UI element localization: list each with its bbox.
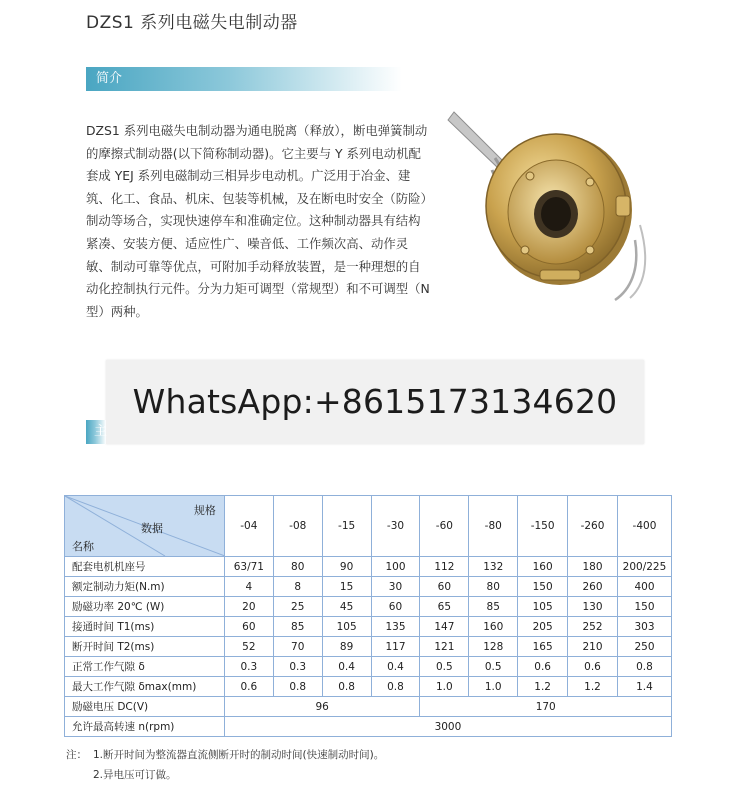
col-head: -80 <box>469 496 518 557</box>
col-head: -15 <box>322 496 371 557</box>
brake-product-image <box>440 100 660 310</box>
spec-cell: 0.5 <box>469 657 518 677</box>
spec-cell: 210 <box>568 637 618 657</box>
whatsapp-watermark <box>106 360 644 444</box>
col-head: -30 <box>371 496 420 557</box>
row-name: 额定制动力矩(N.m) <box>65 577 225 597</box>
spec-cell: 105 <box>322 617 371 637</box>
notes <box>66 745 384 785</box>
spec-cell: 200/225 <box>617 557 671 577</box>
voltage-value-a: 96 <box>224 697 420 717</box>
spec-cell: 85 <box>273 617 322 637</box>
spec-cell: 0.8 <box>617 657 671 677</box>
spec-cell: 60 <box>420 577 469 597</box>
spec-row <box>65 617 672 637</box>
spec-cell: 1.2 <box>518 677 568 697</box>
spec-cell: 25 <box>273 597 322 617</box>
spec-cell: 0.6 <box>224 677 273 697</box>
spec-cell: 63/71 <box>224 557 273 577</box>
specs-heading: 主 <box>94 424 108 439</box>
specs-heading-bar <box>86 420 106 444</box>
spec-body <box>65 557 672 697</box>
spec-cell: 117 <box>371 637 420 657</box>
note-row <box>66 745 384 765</box>
spec-cell: 89 <box>322 637 371 657</box>
header-spec-label: 规格 <box>193 504 216 517</box>
spec-cell: 260 <box>568 577 618 597</box>
whatsapp-text: WhatsApp:+8615173134620 <box>132 382 618 421</box>
speed-row <box>65 717 672 737</box>
spec-cell: 0.6 <box>568 657 618 677</box>
spec-cell: 1.4 <box>617 677 671 697</box>
spec-cell: 70 <box>273 637 322 657</box>
col-head: -04 <box>224 496 273 557</box>
spec-cell: 147 <box>420 617 469 637</box>
spec-cell: 30 <box>371 577 420 597</box>
spec-cell: 100 <box>371 557 420 577</box>
spec-cell: 60 <box>224 617 273 637</box>
spec-cell: 400 <box>617 577 671 597</box>
spec-cell: 105 <box>518 597 568 617</box>
spec-cell: 15 <box>322 577 371 597</box>
spec-cell: 80 <box>273 557 322 577</box>
spec-header-corner <box>65 496 225 557</box>
spec-cell: 132 <box>469 557 518 577</box>
spec-cell: 52 <box>224 637 273 657</box>
spec-cell: 20 <box>224 597 273 617</box>
spec-cell: 150 <box>518 577 568 597</box>
row-name: 接通时间 T1(ms) <box>65 617 225 637</box>
note-row <box>66 765 384 785</box>
notes-label: 注： <box>66 749 87 761</box>
spec-cell: 1.2 <box>568 677 618 697</box>
col-head: -08 <box>273 496 322 557</box>
spec-cell: 150 <box>617 597 671 617</box>
spec-cell: 85 <box>469 597 518 617</box>
voltage-value-b: 170 <box>420 697 672 717</box>
spec-cell: 4 <box>224 577 273 597</box>
row-name: 正常工作气隙 δ <box>65 657 225 677</box>
spec-header-row <box>65 496 672 557</box>
speed-value: 3000 <box>224 717 671 737</box>
spec-cell: 303 <box>617 617 671 637</box>
spec-cell: 80 <box>469 577 518 597</box>
spec-cell: 0.3 <box>224 657 273 677</box>
spec-cell: 0.8 <box>371 677 420 697</box>
spec-cell: 160 <box>469 617 518 637</box>
spec-cell: 65 <box>420 597 469 617</box>
col-head: -150 <box>518 496 568 557</box>
spec-cell: 45 <box>322 597 371 617</box>
page-title: DZS1 系列电磁失电制动器 <box>86 13 298 33</box>
spec-row <box>65 577 672 597</box>
note-item: 1.断开时间为整流器直流侧断开时的制动时间(快速制动时间)。 <box>93 749 385 761</box>
row-name: 配套电机机座号 <box>65 557 225 577</box>
spec-cell: 112 <box>420 557 469 577</box>
row-name: 励磁电压 DC(V) <box>65 697 225 717</box>
spec-cell: 0.5 <box>420 657 469 677</box>
voltage-row <box>65 697 672 717</box>
spec-cell: 0.8 <box>273 677 322 697</box>
spec-row <box>65 637 672 657</box>
spec-cell: 250 <box>617 637 671 657</box>
spec-cell: 160 <box>518 557 568 577</box>
col-head: -400 <box>617 496 671 557</box>
spec-cell: 1.0 <box>420 677 469 697</box>
row-name: 断开时间 T2(ms) <box>65 637 225 657</box>
spec-row <box>65 597 672 617</box>
spec-cell: 128 <box>469 637 518 657</box>
spec-cell: 60 <box>371 597 420 617</box>
intro-paragraph: DZS1 系列电磁失电制动器为通电脱离（释放），断电弹簧制动的摩擦式制动器(以下简称制动器)。它主要与 Y 系列电动机配套成 YEJ 系列电磁制动三相异步电动机。广泛用于冶金、建筑、化工、食品、机床、包装等机械，及在断电时安全（防险）制动等场合，实现快速停车和准确定位。这种制动器具有结构紧凑、安装方便、适应性广、噪音低、工作频次高、动作灵敏、制动可靠等优点，可附加手动释放装置，是一种理想的自动化控制执行元件。分为力矩可调型（常规型）和不可调型（N 型）两种。 <box>86 123 430 319</box>
spec-cell: 135 <box>371 617 420 637</box>
spec-cell: 1.0 <box>469 677 518 697</box>
spec-cell: 130 <box>568 597 618 617</box>
spec-cell: 205 <box>518 617 568 637</box>
spec-cell: 0.4 <box>322 657 371 677</box>
spec-row <box>65 657 672 677</box>
spec-cell: 90 <box>322 557 371 577</box>
intro-heading: 简介 <box>96 71 123 86</box>
spec-cell: 0.6 <box>518 657 568 677</box>
spec-cell: 180 <box>568 557 618 577</box>
col-head: -260 <box>568 496 618 557</box>
row-name: 励磁功率 20℃ (W) <box>65 597 225 617</box>
row-name: 最大工作气隙 δmax(mm) <box>65 677 225 697</box>
spec-row <box>65 677 672 697</box>
col-head: -60 <box>420 496 469 557</box>
header-name-label: 名称 <box>72 540 94 553</box>
spec-cell: 252 <box>568 617 618 637</box>
spec-cell: 0.3 <box>273 657 322 677</box>
spec-table <box>64 495 672 737</box>
intro-heading-bar <box>86 67 402 91</box>
spec-row <box>65 557 672 577</box>
row-name: 允许最高转速 n(rpm) <box>65 717 225 737</box>
spec-cell: 8 <box>273 577 322 597</box>
spec-cell: 121 <box>420 637 469 657</box>
spec-cell: 0.4 <box>371 657 420 677</box>
header-data-label: 数据 <box>141 522 163 535</box>
note-item: 2.异电压可订做。 <box>93 769 177 781</box>
spec-cell: 0.8 <box>322 677 371 697</box>
spec-cell: 165 <box>518 637 568 657</box>
